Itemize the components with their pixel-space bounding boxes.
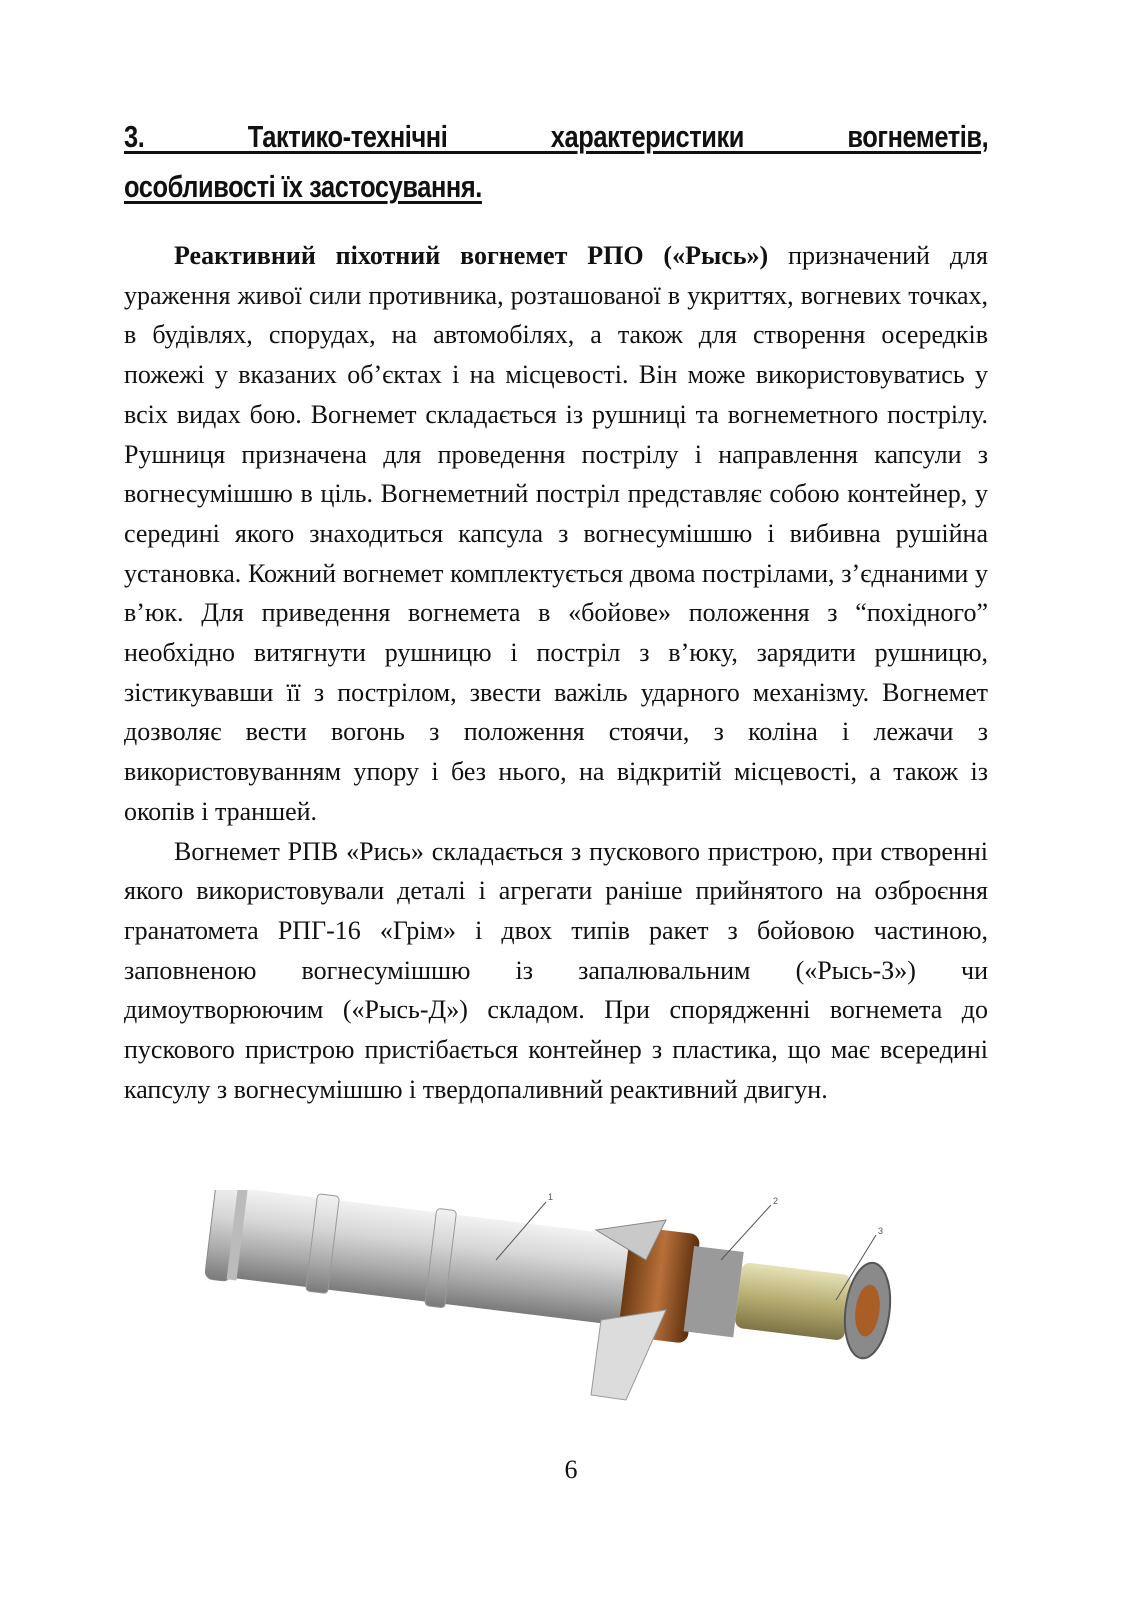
figure-label-1: 1 <box>548 1192 554 1202</box>
page-number: 6 <box>564 1455 578 1484</box>
paragraph-text: призначений для ураження живої сили противника, розташованої в укриттях, вогневих точках, в будівлях, спорудах, на автомобілях, а також для створення осередків пожежі у вказаних об’єктах і на місцевості. Він може використовуватись у всіх видах бою. Вогнемет складається із рушниці та вогнеметного пострілу. Рушниця призначена для проведення пострілу і направлення капсули з вогнесумішшю в ціль. Вогнеметний постріл представляє собою контейнер, у середині якого знаходиться капсула з вогнесумішшю і вибивна рушійна установка. Кожний вогнемет комплектується двома пострілами, з’єднаними у в’юк. Для приведення вогнемета в «бойове» положення з “похідного” необхідно витягнути рушницю і постріл з в’юку, зарядити рушницю, зістикувавши її з пострілом, звести важіль ударного механізму. Вогнемет дозволяє вести вогонь з положення стоячи, з коліна і лежачи з використовуванням упору і без нього, на відкритій місцевості, а також із окопів і траншей. <box>124 241 988 826</box>
figure-label-2: 2 <box>773 1196 779 1206</box>
paragraph-bold-lead: Реактивний піхотний вогнемет РПО («Рысь») <box>174 241 769 270</box>
section-heading-line-1: 3. Тактико-технічні характеристики вогнеметів, <box>124 119 989 154</box>
section-heading-line-2: особливості їх застосування. <box>124 169 482 204</box>
section-heading <box>124 112 988 212</box>
figure-label-3: 3 <box>878 1226 884 1236</box>
paragraph-rpo <box>124 236 988 832</box>
paragraph-rpv <box>124 832 988 1110</box>
flamethrower-illustration <box>196 1190 956 1420</box>
body-text <box>124 236 988 1109</box>
paragraph-text: Вогнемет РПВ «Рись» складається з пускового пристрою, при створенні якого використовували деталі і агрегати раніше прийнятого на озброєння гранатомета РПГ-16 «Грім» і двох типів ракет з бойовою частиною, заповненою вогнесумішшю із запалювальним («Рысь-З») чи димоутворюючим («Рысь-Д») складом. При спорядженні вогнемета до пускового пристрою пристібається контейнер з пластика, що має всередині капсулу з вогнесумішшю і твердопаливний реактивний двигун. <box>124 836 988 1104</box>
